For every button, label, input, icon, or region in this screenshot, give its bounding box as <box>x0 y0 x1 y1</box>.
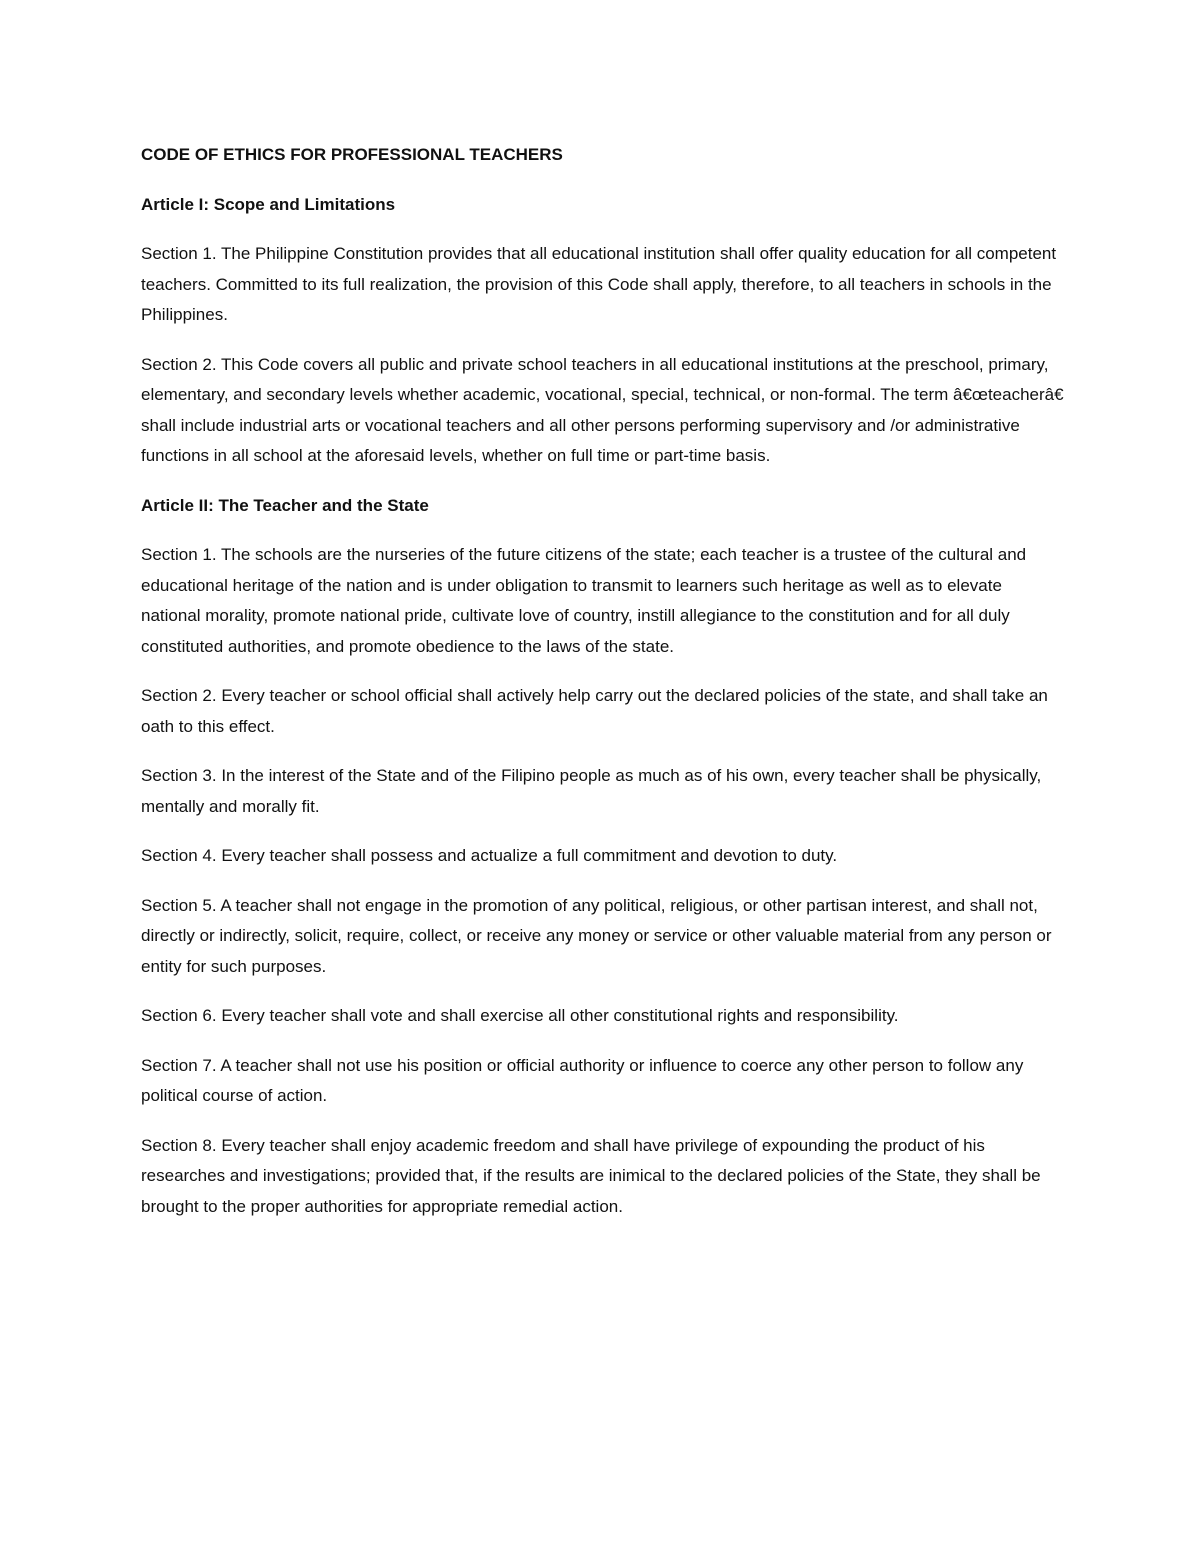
section-paragraph: Section 8. Every teacher shall enjoy academic freedom and shall have privilege of expounding the product of his researches and investigations; provided that, if the results are inimical to the declared policies of the State, they shall be brought to the proper authorities for appropriate remedial action. <box>141 1135 1041 1216</box>
section-paragraph: Section 6. Every teacher shall vote and shall exercise all other constitutional rights and responsibility. <box>141 1006 899 1025</box>
article-heading: Article II: The Teacher and the State <box>141 495 429 515</box>
article-heading: Article I: Scope and Limitations <box>141 194 396 214</box>
section-paragraph: Section 1. The Philippine Constitution provides that all educational institution shall offer quality education for all competent teachers. Committed to its full realization, the provision of this Code shall apply, therefore, to all teachers in schools in the Philippines. <box>141 244 1057 324</box>
section-paragraph: Section 1. The schools are the nurseries of the future citizens of the state; each teacher is a trustee of the cultural and educational heritage of the nation and is under obligation to transmit to learners such heritage as well as to elevate national morality, promote national pride, cultivate love of country, instill allegiance to the constitution and for all duly constituted authorities, and promote obedience to the laws of the state. <box>141 545 1027 656</box>
section-paragraph: Section 4. Every teacher shall possess and actualize a full commitment and devotion to duty. <box>141 846 838 865</box>
section-paragraph: Section 2. This Code covers all public and private school teachers in all educational institutions at the preschool, primary, elementary, and secondary levels whether academic, vocational, special, technical, or non-formal. The term â€œteacherâ€ shall include industrial arts or vocational teachers and all other persons performing supervisory and /or administrative functions in all school at the aforesaid levels, whether on full time or part-time basis. <box>141 354 1064 465</box>
section-paragraph: Section 5. A teacher shall not engage in the promotion of any political, religious, or other partisan interest, and shall not, directly or indirectly, solicit, require, collect, or receive any money or service or other valuable material from any person or entity for such purposes. <box>141 895 1052 976</box>
section-paragraph: Section 7. A teacher shall not use his position or official authority or influence to coerce any other person to follow any political course of action. <box>141 1055 1024 1105</box>
section-paragraph: Section 3. In the interest of the State and of the Filipino people as much as of his own, every teacher shall be physically, mentally and morally fit. <box>141 766 1042 816</box>
section-paragraph: Section 2. Every teacher or school official shall actively help carry out the declared policies of the state, and shall take an oath to this effect. <box>141 686 1048 736</box>
document-page <box>141 140 1066 1241</box>
document-title: CODE OF ETHICS FOR PROFESSIONAL TEACHERS <box>141 145 563 164</box>
